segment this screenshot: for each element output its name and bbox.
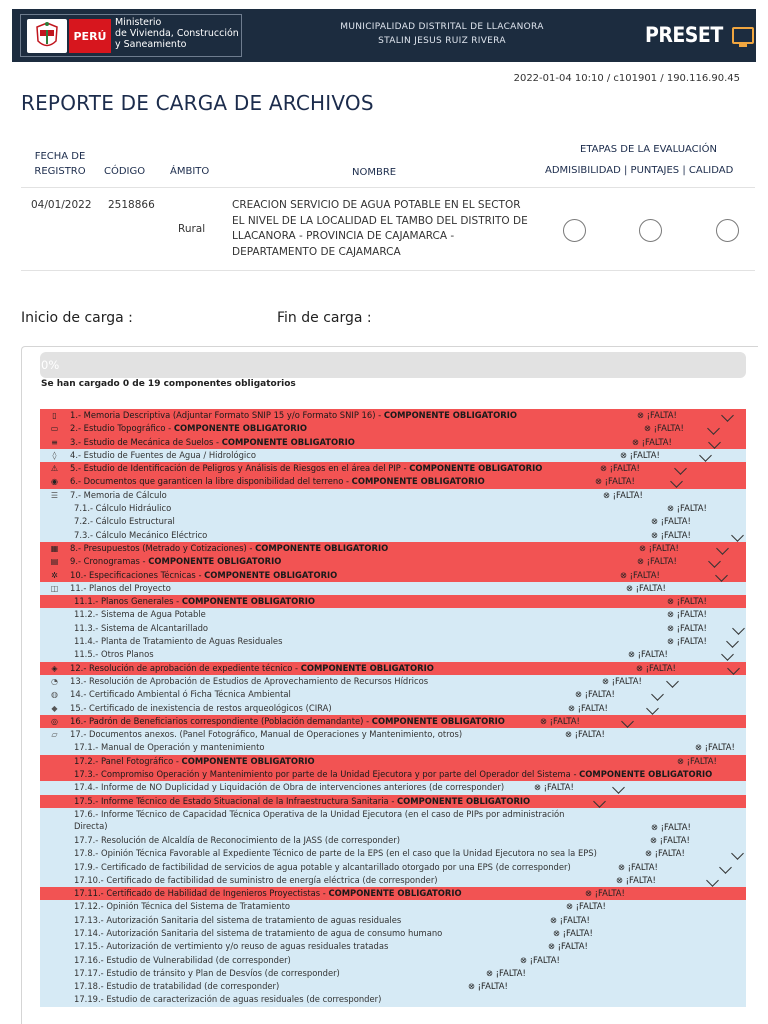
component-label: 17.17.- Estudio de tránsito y Plan de Desvíos (de corresponder) xyxy=(74,967,340,978)
pin-icon: ◉ xyxy=(51,477,58,487)
ministry-line: Ministerio xyxy=(115,17,162,28)
component-label: 11.4.- Planta de Tratamiento de Aguas Residuales xyxy=(74,636,283,647)
component-row[interactable] xyxy=(40,409,746,422)
required-tag: COMPONENTE OBLIGATORIO xyxy=(371,715,505,726)
monitor-icon xyxy=(732,27,754,44)
component-label: 9.- Cronogramas - COMPONENTE OBLIGATORIO xyxy=(70,556,282,567)
component-label: 7.- Memoria de Cálculo xyxy=(70,489,167,500)
page-title: REPORTE DE CARGA DE ARCHIVOS xyxy=(21,91,374,115)
progress-label: 0% xyxy=(41,358,60,372)
component-row[interactable] xyxy=(40,502,746,515)
component-label: 17.19.- Estudio de caracterización de aguas residuales (de corresponder) xyxy=(74,994,382,1005)
falta-status: ⊗ ¡FALTA! xyxy=(575,689,615,700)
component-row[interactable] xyxy=(40,861,746,874)
falta-status: ⊗ ¡FALTA! xyxy=(667,596,707,607)
required-tag: COMPONENTE OBLIGATORIO xyxy=(383,410,517,420)
falta-status: ⊗ ¡FALTA! xyxy=(644,423,684,434)
blueprint-icon: ◫ xyxy=(50,583,59,593)
component-row[interactable] xyxy=(40,728,746,741)
calculator-icon: ▦ xyxy=(50,543,59,553)
falta-status: ⊗ ¡FALTA! xyxy=(651,529,691,540)
radio-calidad[interactable] xyxy=(716,219,739,242)
component-row[interactable] xyxy=(40,648,746,661)
component-row[interactable] xyxy=(40,940,746,953)
header-ambito: ÁMBITO xyxy=(170,166,210,177)
component-row[interactable] xyxy=(40,980,746,993)
component-row[interactable] xyxy=(40,768,746,781)
component-row[interactable] xyxy=(40,622,746,635)
header-fecha: FECHA DE REGISTRO xyxy=(34,151,86,177)
falta-status: ⊗ ¡FALTA! xyxy=(602,675,642,686)
falta-status: ⊗ ¡FALTA! xyxy=(626,582,666,593)
component-row[interactable] xyxy=(40,847,746,860)
component-row[interactable] xyxy=(40,954,746,967)
required-tag: COMPONENTE OBLIGATORIO xyxy=(300,662,434,673)
component-row[interactable] xyxy=(40,569,746,582)
component-row[interactable] xyxy=(40,755,746,768)
component-row[interactable] xyxy=(40,781,746,794)
required-tag: COMPONENTE OBLIGATORIO xyxy=(204,569,338,580)
component-label: 15.- Certificado de inexistencia de restos arqueológicos (CIRA) xyxy=(70,702,332,713)
falta-status: ⊗ ¡FALTA! xyxy=(636,662,676,673)
users-icon: ◎ xyxy=(51,716,58,726)
component-row[interactable] xyxy=(40,436,746,449)
gear-icon: ✲ xyxy=(51,570,58,580)
required-tag: COMPONENTE OBLIGATORIO xyxy=(181,755,315,766)
cell-ambito: Rural xyxy=(178,223,206,235)
required-tag: COMPONENTE OBLIGATORIO xyxy=(148,556,282,567)
component-label: 14.- Certificado Ambiental ó Ficha Técnica Ambiental xyxy=(70,689,291,700)
component-row[interactable] xyxy=(40,542,746,555)
component-label: 17.13.- Autorización Sanitaria del sistema de tratamiento de aguas residuales xyxy=(74,914,402,925)
component-row[interactable] xyxy=(40,914,746,927)
ministry-line: y Saneamiento xyxy=(115,39,187,50)
component-label: 17.10.- Certificado de factibilidad de suministro de energía eléctrica (de corresponder) xyxy=(74,874,438,885)
component-label: 7.3.- Cálculo Mecánico Eléctrico xyxy=(74,529,208,540)
component-label: 17.3.- Compromiso Operación y Mantenimiento por parte de la Unidad Ejecutora y por parte del Operador del Sistema - COMPONENTE OBLIGATORIO xyxy=(74,769,713,780)
component-row[interactable] xyxy=(40,874,746,887)
table-divider xyxy=(21,187,755,188)
component-row[interactable] xyxy=(40,887,746,900)
component-label: 7.1.- Cálculo Hidráulico xyxy=(74,503,172,514)
cell-codigo: 2518866 xyxy=(108,199,155,211)
component-row[interactable] xyxy=(40,515,746,528)
table-divider xyxy=(21,270,755,271)
component-row[interactable] xyxy=(40,449,746,462)
component-label: 3.- Estudio de Mecánica de Suelos - COMPONENTE OBLIGATORIO xyxy=(70,436,355,447)
component-label: 11.5.- Otros Planos xyxy=(74,649,154,660)
required-tag: COMPONENTE OBLIGATORIO xyxy=(255,542,389,553)
cell-nombre: CREACION SERVICIO DE AGUA POTABLE EN EL SECTOR EL NIVEL DE LA LOCALIDAD EL TAMBO DEL DISTRITO DE LLACANORA - PROVINCIA DE CAJAMARCA - DEPARTAMENTO DE CAJAMARCA xyxy=(232,199,528,258)
falta-status: ⊗ ¡FALTA! xyxy=(628,649,668,660)
document-icon: ▯ xyxy=(52,411,57,420)
required-tag: COMPONENTE OBLIGATORIO xyxy=(328,888,462,899)
component-row[interactable] xyxy=(40,900,746,913)
falta-status: ⊗ ¡FALTA! xyxy=(632,436,672,447)
globe-icon: ◍ xyxy=(51,690,58,700)
user-name: STALIN JESUS RUIZ RIVERA xyxy=(378,36,506,46)
component-label: 12.- Resolución de aprobación de expediente técnico - COMPONENTE OBLIGATORIO xyxy=(70,662,434,673)
calendar-icon: ▤ xyxy=(50,557,59,567)
falta-status: ⊗ ¡FALTA! xyxy=(639,542,679,553)
falta-status: ⊗ ¡FALTA! xyxy=(540,715,580,726)
falta-status: ⊗ ¡FALTA! xyxy=(618,861,658,872)
header-etapas: ETAPAS DE LA EVALUACIÓN xyxy=(580,144,717,155)
falta-status: ⊗ ¡FALTA! xyxy=(585,888,625,899)
component-label: 17.4.- Informe de NO Duplicidad y Liquidación de Obra de intervenciones anteriores (de corresponder) xyxy=(74,782,505,793)
radio-puntajes[interactable] xyxy=(639,219,662,242)
required-tag: COMPONENTE OBLIGATORIO xyxy=(181,596,315,607)
warning-icon: ⚠ xyxy=(50,464,59,474)
header-nombre: NOMBRE xyxy=(352,167,397,178)
required-tag: COMPONENTE OBLIGATORIO xyxy=(409,463,543,474)
falta-status: ⊗ ¡FALTA! xyxy=(616,874,656,885)
component-label: 7.2.- Cálculo Estructural xyxy=(74,516,175,527)
component-row[interactable] xyxy=(40,795,746,808)
required-tag: COMPONENTE OBLIGATORIO xyxy=(579,769,713,780)
component-row[interactable] xyxy=(40,927,746,940)
drop-icon: ◊ xyxy=(52,450,57,460)
falta-status: ⊗ ¡FALTA! xyxy=(550,914,590,925)
required-tag: COMPONENTE OBLIGATORIO xyxy=(221,436,355,447)
component-label: 17.11.- Certificado de Habilidad de Ingenieros Proyectistas - COMPONENTE OBLIGATORIO xyxy=(74,888,462,899)
component-row[interactable] xyxy=(40,635,746,648)
required-tag: COMPONENTE OBLIGATORIO xyxy=(173,423,307,434)
falta-status: ⊗ ¡FALTA! xyxy=(520,954,560,965)
component-row[interactable] xyxy=(40,741,746,754)
component-row[interactable] xyxy=(40,608,746,621)
component-label: 17.1.- Manual de Operación y mantenimiento xyxy=(74,742,265,753)
falta-status: ⊗ ¡FALTA! xyxy=(486,967,526,978)
component-label: 11.1.- Planos Generales - COMPONENTE OBLIGATORIO xyxy=(74,596,315,607)
falta-status: ⊗ ¡FALTA! xyxy=(650,834,690,845)
falta-status: ⊗ ¡FALTA! xyxy=(534,782,574,793)
falta-status: ⊗ ¡FALTA! xyxy=(620,569,660,580)
falta-status: ⊗ ¡FALTA! xyxy=(667,503,707,514)
component-label: 17.7.- Resolución de Alcaldía de Reconocimiento de la JASS (de corresponder) xyxy=(74,834,400,845)
components-list xyxy=(40,409,746,1007)
component-row[interactable] xyxy=(40,688,746,701)
falta-status: ⊗ ¡FALTA! xyxy=(595,476,635,487)
component-label: 17.12.- Opinión Técnica del Sistema de Tratamiento xyxy=(74,901,290,912)
falta-status: ⊗ ¡FALTA! xyxy=(600,463,640,474)
component-label: 17.15.- Autorización de vertimiento y/o reuso de aguas residuales tratadas xyxy=(74,941,389,952)
component-row[interactable] xyxy=(40,582,746,595)
list-icon: ☰ xyxy=(50,490,59,500)
gem-icon: ◆ xyxy=(51,703,58,713)
component-row[interactable] xyxy=(40,967,746,980)
falta-status: ⊗ ¡FALTA! xyxy=(667,609,707,620)
component-row[interactable] xyxy=(40,675,746,688)
component-label: 17.16.- Estudio de Vulnerabilidad (de corresponder) xyxy=(74,954,291,965)
component-label: 17.14.- Autorización Sanitaria del sistema de tratamiento de agua de consumo humano xyxy=(74,927,443,938)
falta-status: ⊗ ¡FALTA! xyxy=(553,927,593,938)
ministry-line: de Vivienda, Construcción xyxy=(115,28,239,39)
progress-summary: Se han cargado 0 de 19 componentes obligatorios xyxy=(41,379,296,389)
component-label: 17.9.- Certificado de factibilidad de servicios de agua potable y alcantarillado otorgado por una EPS (de corresponder) xyxy=(74,861,571,872)
header-codigo: CÓDIGO xyxy=(104,166,146,177)
component-label: 11.- Planos del Proyecto xyxy=(70,582,171,593)
component-row[interactable] xyxy=(40,475,746,488)
component-label: 16.- Padrón de Beneficiarios correspondiente (Población demandante) - COMPONENTE OBLIGATORIO xyxy=(70,715,505,726)
component-row[interactable] xyxy=(40,715,746,728)
component-row[interactable] xyxy=(40,595,746,608)
falta-status: ⊗ ¡FALTA! xyxy=(603,489,643,500)
falta-status: ⊗ ¡FALTA! xyxy=(566,901,606,912)
component-row[interactable] xyxy=(40,993,746,1006)
component-row[interactable] xyxy=(40,529,746,542)
cell-fecha: 04/01/2022 xyxy=(31,199,92,211)
seal-icon: ◈ xyxy=(51,663,58,673)
falta-status: ⊗ ¡FALTA! xyxy=(568,702,608,713)
falta-status: ⊗ ¡FALTA! xyxy=(548,941,588,952)
progress-bar xyxy=(40,352,746,378)
component-label: 2.- Estudio Topográfico - COMPONENTE OBLIGATORIO xyxy=(70,423,307,434)
falta-status: ⊗ ¡FALTA! xyxy=(468,981,508,992)
falta-status: ⊗ ¡FALTA! xyxy=(565,729,605,740)
layers-icon: ≡ xyxy=(51,437,58,447)
ministry-logo xyxy=(20,14,242,57)
component-label: 17.- Documentos anexos. (Panel Fotográfico, Manual de Operaciones y Mantenimiento, otros) xyxy=(70,729,463,740)
map-icon: ▭ xyxy=(50,424,59,434)
falta-status: ⊗ ¡FALTA! xyxy=(645,848,685,859)
falta-status: ⊗ ¡FALTA! xyxy=(651,821,691,832)
session-info xyxy=(252,20,632,48)
component-label: 4.- Estudio de Fuentes de Agua / Hidrológico xyxy=(70,449,256,460)
coat-of-arms-icon xyxy=(27,19,67,53)
top-header xyxy=(12,9,756,62)
municipality-name: MUNICIPALIDAD DISTRITAL DE LLACANORA xyxy=(340,22,544,32)
gauge-icon: ◔ xyxy=(51,676,58,686)
component-label: 5.- Estudio de Identificación de Peligros y Análisis de Riesgos en el área del PIP - COMPONENTE OBLIGATORIO xyxy=(70,463,543,474)
ministry-name xyxy=(115,17,241,50)
header-etapas-sub: ADMISIBILIDAD | PUNTAJES | CALIDAD xyxy=(545,165,734,176)
inicio-carga-label: Inicio de carga : xyxy=(21,310,133,326)
fin-carga-label: Fin de carga : xyxy=(277,310,372,326)
falta-status: ⊗ ¡FALTA! xyxy=(677,755,717,766)
required-tag: COMPONENTE OBLIGATORIO xyxy=(397,795,531,806)
component-row[interactable] xyxy=(40,489,746,502)
component-label: 17.6.- Informe Técnico de Capacidad Técnica Operativa de la Unidad Ejecutora (en el caso de PIPs por administración Directa) xyxy=(74,808,565,832)
component-label: 10.- Especificaciones Técnicas - COMPONENTE OBLIGATORIO xyxy=(70,569,338,580)
component-row[interactable] xyxy=(40,422,746,435)
falta-status: ⊗ ¡FALTA! xyxy=(637,556,677,567)
component-row[interactable] xyxy=(40,702,746,715)
component-row[interactable] xyxy=(40,808,746,834)
component-label: 11.3.- Sistema de Alcantarillado xyxy=(74,622,209,633)
component-row[interactable] xyxy=(40,462,746,475)
falta-status: ⊗ ¡FALTA! xyxy=(637,410,677,420)
brand-logo[interactable]: PRESET xyxy=(645,23,723,47)
component-label: 17.18.- Estudio de tratabilidad (de corresponder) xyxy=(74,981,280,992)
session-meta: 2022-01-04 10:10 / c101901 / 190.116.90.45 xyxy=(513,73,740,84)
radio-admisibilidad[interactable] xyxy=(563,219,586,242)
component-label: 17.2.- Panel Fotográfico - COMPONENTE OBLIGATORIO xyxy=(74,755,315,766)
component-row[interactable] xyxy=(40,662,746,675)
component-label: 17.5.- Informe Técnico de Estado Situacional de la Infraestructura Sanitaria - COMPONENTE OBLIGATORIO xyxy=(74,795,531,806)
component-row[interactable] xyxy=(40,555,746,568)
falta-status: ⊗ ¡FALTA! xyxy=(667,622,707,633)
comment-icon: ▱ xyxy=(51,730,58,740)
falta-status: ⊗ ¡FALTA! xyxy=(695,742,735,753)
component-row[interactable] xyxy=(40,834,746,847)
component-label: 11.2.- Sistema de Agua Potable xyxy=(74,609,206,620)
falta-status: ⊗ ¡FALTA! xyxy=(651,516,691,527)
component-label: 6.- Documentos que garanticen la libre disponibilidad del terreno - COMPONENTE OBLIGATORIO xyxy=(70,476,485,487)
country-label: PERÚ xyxy=(69,19,111,53)
component-label: 17.8.- Opinión Técnica Favorable al Expediente Técnico de parte de la EPS (en el caso que la Unidad Ejecutora no sea la EPS) xyxy=(74,848,597,859)
component-label: 1.- Memoria Descriptiva (Adjuntar Formato SNIP 15 y/o Formato SNIP 16) - COMPONENTE OBLIGATORIO xyxy=(70,410,517,420)
required-tag: COMPONENTE OBLIGATORIO xyxy=(351,476,485,487)
component-label: 13.- Resolución de Aprobación de Estudios de Aprovechamiento de Recursos Hídricos xyxy=(70,675,429,686)
falta-status: ⊗ ¡FALTA! xyxy=(620,449,660,460)
component-label: 8.- Presupuestos (Metrado y Cotizaciones) - COMPONENTE OBLIGATORIO xyxy=(70,542,389,553)
falta-status: ⊗ ¡FALTA! xyxy=(667,636,707,647)
